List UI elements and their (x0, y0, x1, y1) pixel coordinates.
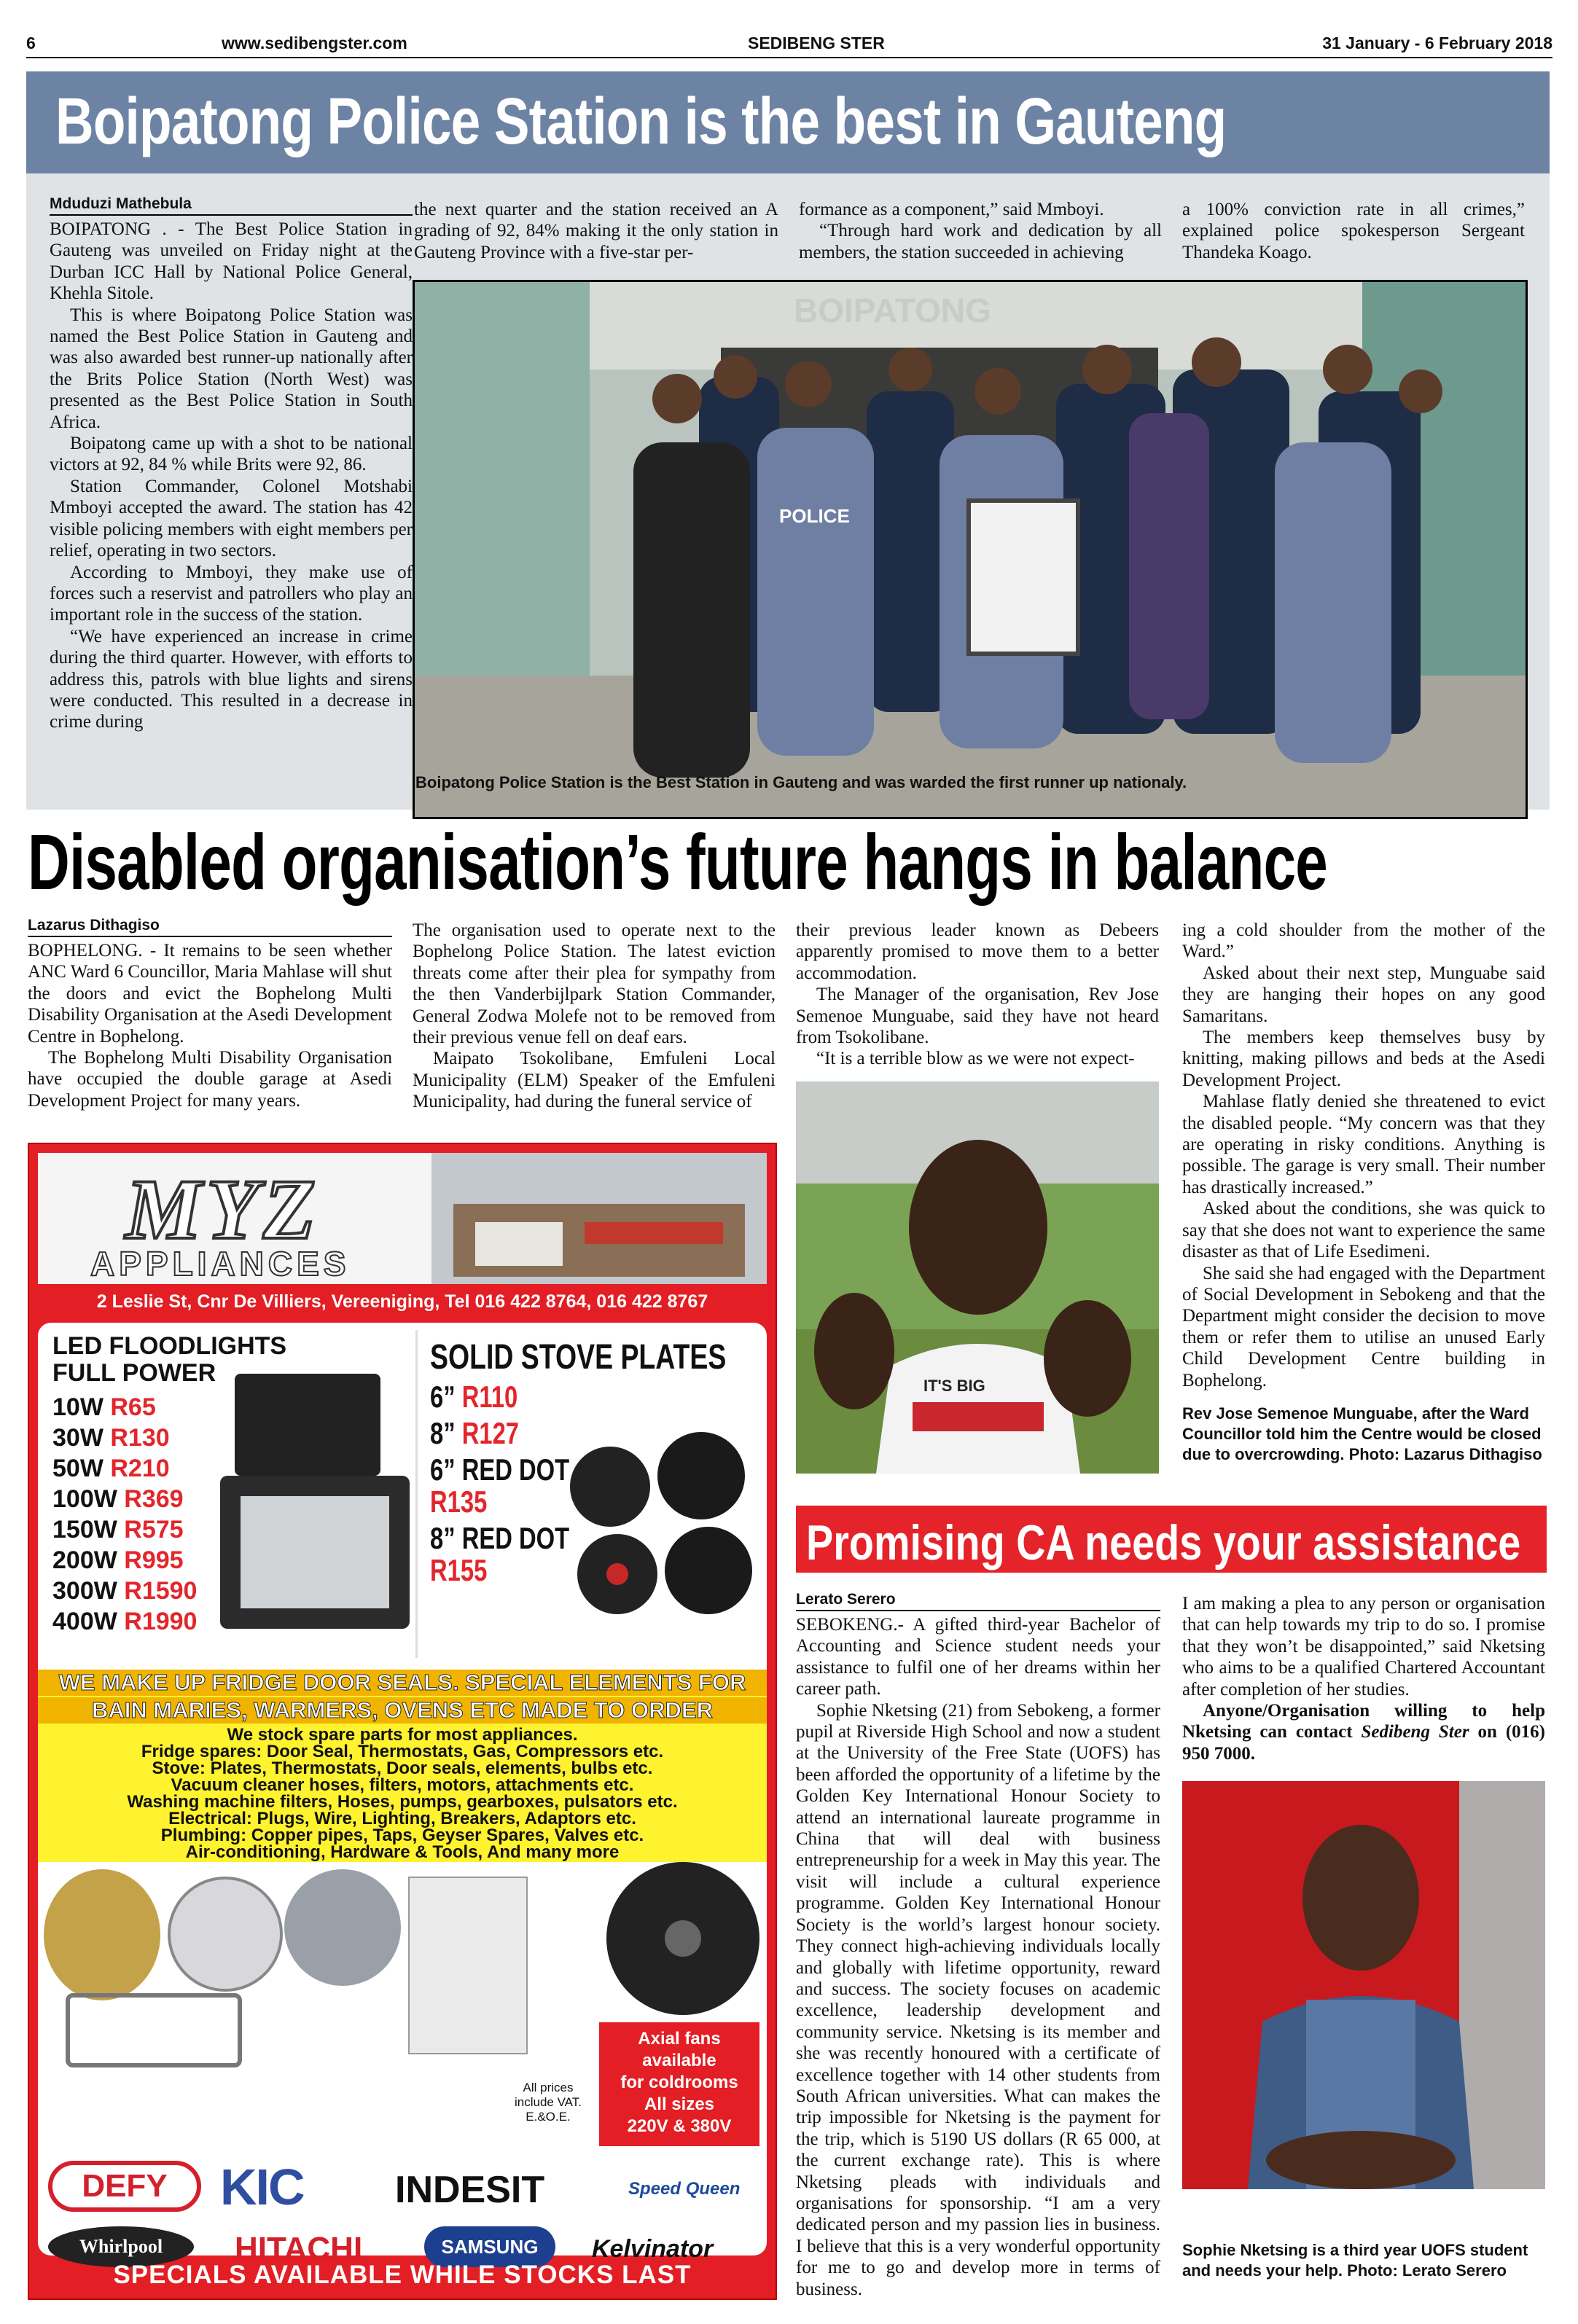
ad-brand-sub: APPLIANCES (90, 1245, 351, 1283)
ad-products-panel (38, 1323, 767, 2266)
stock-line: Plumbing: Copper pipes, Taps, Geyser Spares, Valves etc. (160, 1826, 644, 1845)
paragraph: The Bophelong Multi Disability Organisation have occupied the double garage at Asedi Development Project for many years. (28, 1048, 392, 1111)
floodlight-lens (241, 1496, 389, 1608)
stove-price-item: 6” RED DOT R135 (430, 1452, 570, 1519)
paragraph: Asked about the conditions, she was quick to say that she does not want to experience the same disaster as that of Life Esedimeni. (1182, 1199, 1545, 1262)
police-vest-label: POLICE (779, 505, 850, 527)
stove-title: SOLID STOVE PLATES (430, 1338, 727, 1377)
group-photo (413, 280, 1528, 819)
fan-line: 220V & 380V (627, 2116, 732, 2136)
brand-whirlpool-logo: Whirlpool (48, 2226, 194, 2267)
brand-hitachi-logo: HITACHI (235, 2231, 363, 2266)
article1-headline: Boipatong Police Station is the best in Gauteng (55, 85, 1227, 158)
shirt-text: IT'S BIG (923, 1377, 985, 1395)
fan-line: Axial fans (638, 2029, 721, 2049)
ad-header (38, 1153, 767, 1284)
nketsing-photo (1182, 1781, 1545, 2189)
paragraph: ing a cold shoulder from the mother of the Ward.” (1182, 920, 1545, 962)
article3-headline: Promising CA needs your assistance (806, 1515, 1521, 1570)
myz-advert[interactable] (28, 1143, 777, 2300)
stove-price-item: 8” R127 (430, 1416, 520, 1450)
group-photo-image (415, 282, 1526, 817)
stock-line: Washing machine filters, Hoses, pumps, gearboxes, pulsators etc. (127, 1792, 678, 1812)
element-image (66, 1993, 242, 2067)
stock-line: Stove: Plates, Thermostats, Door seals, elements, bulbs etc. (152, 1758, 653, 1778)
article2-col2 (413, 920, 776, 1113)
article1-caption: Boipatong Police Station is the Best Station in Gauteng and was warded the first runner up nationaly. (415, 773, 1187, 791)
munguabe-photo-image (796, 1081, 1159, 1474)
divider-line (415, 1330, 418, 1658)
stove-plate-images (563, 1432, 752, 1621)
stove-plate-3 (577, 1534, 657, 1614)
floodlight-title: LED FLOODLIGHTS FULL POWER (52, 1332, 287, 1387)
article-boipatong (26, 71, 1550, 810)
article1-col2: the next quarter and the station received an A grading of 92, 84% making it the only station in Gauteng Province with a five-star per- (414, 200, 778, 262)
article3-byline: Lerato Serero (796, 1591, 1160, 1611)
website-link[interactable]: www.sedibengster.com (222, 34, 407, 52)
fan-line: for coldrooms (620, 2073, 738, 2092)
ad-banner-line2: BAIN MARIES, WARMERS, OVENS ETC MADE TO ORDER (38, 1697, 767, 1724)
paragraph: Station Commander, Colonel Motshabi Mmboyi accepted the award. The station has 42 visible policing members with eight members per relief, operating in two sectors. (50, 476, 413, 561)
floodlight-price-item: 10W R65 (52, 1393, 156, 1421)
motor-image (44, 1869, 160, 2000)
brand-kic-logo: KIC (220, 2159, 304, 2215)
floodlight-large-image (220, 1476, 410, 1629)
ad-address: 2 Leslie St, Cnr De Villiers, Vereeniging, Tel 016 422 8764, 016 422 8767 (96, 1291, 708, 1312)
stock-line: Vacuum cleaner hoses, filters, motors, attachments etc. (171, 1775, 634, 1795)
floodlight-price-item: 150W R575 (52, 1516, 184, 1544)
paragraph: Asked about their next step, Munguabe said they are hanging their hopes on any good Samaritans. (1182, 963, 1545, 1026)
brand-kelvinator-logo: Kelvinator (592, 2235, 714, 2263)
stove-plate-4 (665, 1527, 752, 1614)
brand-speedqueen-logo: Speed Queen (628, 2179, 741, 2199)
floodlight-price-item: 300W R1590 (52, 1577, 198, 1605)
shop-window (475, 1222, 563, 1266)
article1-col3: formance as a component,” said Mmboyi. “Through hard work and dedication by all members, the station succeeded in achieving (799, 200, 1162, 262)
seal-image (284, 1869, 401, 1986)
article1-col4: a 100% conviction rate in all crimes,” explained police spokesperson Sergeant Thandeka Koago. (1182, 200, 1525, 262)
article1-byline: Mduduzi Mathebula (50, 195, 413, 216)
paragraph: “It is a terrible blow as we were not expect- (816, 1049, 1135, 1069)
paragraph: This is where Boipatong Police Station was named the Best Police Station in Gauteng and was also awarded best runner-up nationally after the Brits Police Station (North West) was presented as the Best Police Station in South Africa. (50, 305, 413, 432)
article2-col1 (28, 917, 392, 1111)
axial-fan-image (606, 1862, 759, 2015)
floodlight-price-list (52, 1392, 197, 1637)
shop-sign (585, 1222, 723, 1244)
page-number: 6 (26, 34, 36, 52)
paragraph: SEBOKENG.- A gifted third-year Bachelor of Accounting and Science student needs your assistance to fulfil one of her dreams within her career path. (796, 1615, 1160, 1699)
paragraph: The organisation used to operate next to the Bophelong Police Station. The latest eviction threats come after their plea for sympathy from the then Vanderbijlpark Station Commander, General Zodwa Molefe not to be removed from their previous venue fell on deaf ears. (413, 920, 776, 1048)
paragraph: According to Mmboyi, they make use of forces such a reservist and patrollers who play an important role in the success of the station. (50, 562, 413, 625)
article1-body (50, 219, 413, 733)
stove-plate-2 (657, 1432, 745, 1519)
masthead (26, 31, 1552, 58)
spare-parts-images (44, 1869, 525, 2051)
issue-date: 31 January - 6 February 2018 (1322, 34, 1552, 52)
ad-brand-logo: MYZ (125, 1162, 321, 1257)
vat-line: All prices include VAT. (515, 2081, 582, 2109)
ad-banner-line1: WE MAKE UP FRIDGE DOOR SEALS. SPECIAL ELEMENTS FOR (38, 1670, 767, 1696)
paragraph: She said she had engaged with the Department of Social Development in Sebokeng and that the Department might consider the decision to move them or refer them to utilise an unused Early Child Development Centre building in Bophelong. (1182, 1263, 1545, 1390)
article2-caption: Rev Jose Semenoe Munguabe, after the Ward Councillor told him the Centre would be closed due to overcrowding. Photo: Lazarus Dithagiso (1182, 1404, 1542, 1463)
ad-stock-list (38, 1726, 767, 1861)
ad-yellow-box (38, 1672, 767, 1862)
article1-col1 (50, 195, 413, 733)
stock-line: Fridge spares: Door Seal, Thermostats, Gas, Compressors etc. (141, 1742, 664, 1761)
stove-plate-1 (570, 1447, 650, 1527)
fan-line: available (642, 2051, 716, 2070)
vat-line: E.&O.E. (526, 2110, 571, 2124)
fan-line: All sizes (644, 2094, 715, 2114)
article2-col3 (796, 920, 1159, 1070)
vat-note (504, 2081, 592, 2124)
article2-byline: Lazarus Dithagiso (28, 917, 392, 937)
headline-banner (26, 71, 1550, 173)
ad-footer: SPECIALS AVAILABLE WHILE STOCKS LAST (113, 2261, 692, 2289)
nketsing-photo-image (1182, 1781, 1545, 2189)
brand-samsung-logo: SAMSUNG (424, 2226, 555, 2267)
paragraph: The members keep themselves busy by knitting, making pillows and beds at the Asedi Development Project. (1182, 1028, 1545, 1090)
station-sign: BOIPATONG (794, 292, 991, 329)
brand-indesit-logo: INDESIT (395, 2169, 545, 2211)
paragraph: Boipatong came up with a shot to be national victors at 92, 84 % while Brits were 92, 86. (50, 434, 413, 475)
brand-defy-logo: DEFY (48, 2161, 201, 2212)
article3-col1 (796, 1591, 1160, 2300)
paragraph: The Manager of the organisation, Rev Jose Semenoe Munguabe, said they have not heard from Tsokolibane. (796, 985, 1159, 1048)
paper-name: SEDIBENG STER (748, 34, 885, 52)
paragraph: Mahlase flatly denied she threatened to evict the disabled people. “My concern was that they are operating in risky conditions. Anything is possible. The garage is very small. Their number has drastically increased.” (1182, 1092, 1545, 1197)
paragraph: BOIPATONG . - The Best Police Station in Gauteng was unveiled on Friday night at the Durban ICC Hall by National Police General, Khehla Sitole. (50, 219, 413, 304)
stove-price-item: 8” RED DOT R155 (430, 1521, 570, 1587)
stock-line: Electrical: Plugs, Wire, Lighting, Breakers, Adaptors etc. (168, 1809, 636, 1828)
paragraph: “We have experienced an increase in crime during the third quarter. However, with efforts to address this, patrols with blue lights and sirens were conducted. This resulted in a decrease in crime during (50, 626, 413, 732)
paragraph: BOPHELONG. - It remains to be seen whether ANC Ward 6 Councillor, Maria Mahlase will shut the doors and evict the Bophelong Multi Disability Organisation at the Asedi Development Centre in Bophelong. (28, 941, 392, 1046)
pulsator-image (168, 1877, 283, 1992)
munguabe-photo (796, 1081, 1159, 1474)
breaker-panel-image (408, 1877, 528, 2054)
floodlight-price-item: 400W R1990 (52, 1608, 198, 1635)
stock-line: We stock spare parts for most appliances. (227, 1725, 578, 1745)
stove-price-item: 6” R110 (430, 1380, 518, 1414)
floodlight-small-image (235, 1374, 380, 1476)
stock-line: Air-conditioning, Hardware & Tools, And many more (185, 1842, 620, 1862)
article2-headline: Disabled organisation’s future hangs in balance (28, 818, 1328, 906)
paragraph: Maipato Tsokolibane, Emfuleni Local Municipality (ELM) Speaker of the Emfuleni Municipality, had during the funeral service of (413, 1049, 776, 1112)
article2-col4 (1182, 920, 1545, 1391)
shop-photo (431, 1153, 767, 1284)
axial-fan-box (599, 2022, 759, 2146)
floodlight-price-item: 100W R369 (52, 1485, 184, 1513)
paragraph: their previous leader known as Debeers apparently promised to move them to a better accommodation. (796, 920, 1159, 983)
article3-col2: I am making a plea to any person or organisation that can help towards my trip to do so. I promise that they won’t be disappointed,” said Nketsing who aims to be a qualified Chartered Accountant after completion of her studies. Anyone/Organisation willing to help Nketsing can contact Sedibeng Ster on (016) 950 7000. (1182, 1594, 1545, 1764)
paragraph: Sophie Nketsing (21) from Sebokeng, a former pupil at Riverside High School and now a student at the University of the Free State (UOFS) has been afforded the opportunity of a lifetime by the Golden Key International Honour Society to attend an international laureate programme in China that will deal with business entrepreneurship for a week in May this year. The visit will include a cultural experience programme. Golden Key International Honour Society is the world’s largest honour society. They connect high-achieving individuals locally and globally with lifetime opportunity, reward and success. The society focuses on academic excellence, leadership development and community service. Nketsing is its member and she was recently honoured with a certificate of excellence together with 14 other students from South African universities. What can makes the trip impossible for Nketsing is the payment for the trip, which is 5190 US dollars (R 65 000, at the current exchange rate). This is where Nketsing pleads with individuals and organisations for sponsorship. “I am a very dedicated person and my passion lies in business. I believe that this is a very wonderful opportunity for me to go and develop more in terms of business. (796, 1700, 1160, 2299)
article3-headline-banner (796, 1506, 1547, 1573)
floodlight-price-item: 50W R210 (52, 1455, 170, 1482)
floodlight-price-item: 30W R130 (52, 1424, 170, 1452)
stove-price-list (430, 1381, 569, 1591)
article3-caption: Sophie Nketsing is a third year UOFS student and needs your help. Photo: Lerato Serero (1182, 2241, 1528, 2280)
floodlight-price-item: 200W R995 (52, 1546, 184, 1574)
